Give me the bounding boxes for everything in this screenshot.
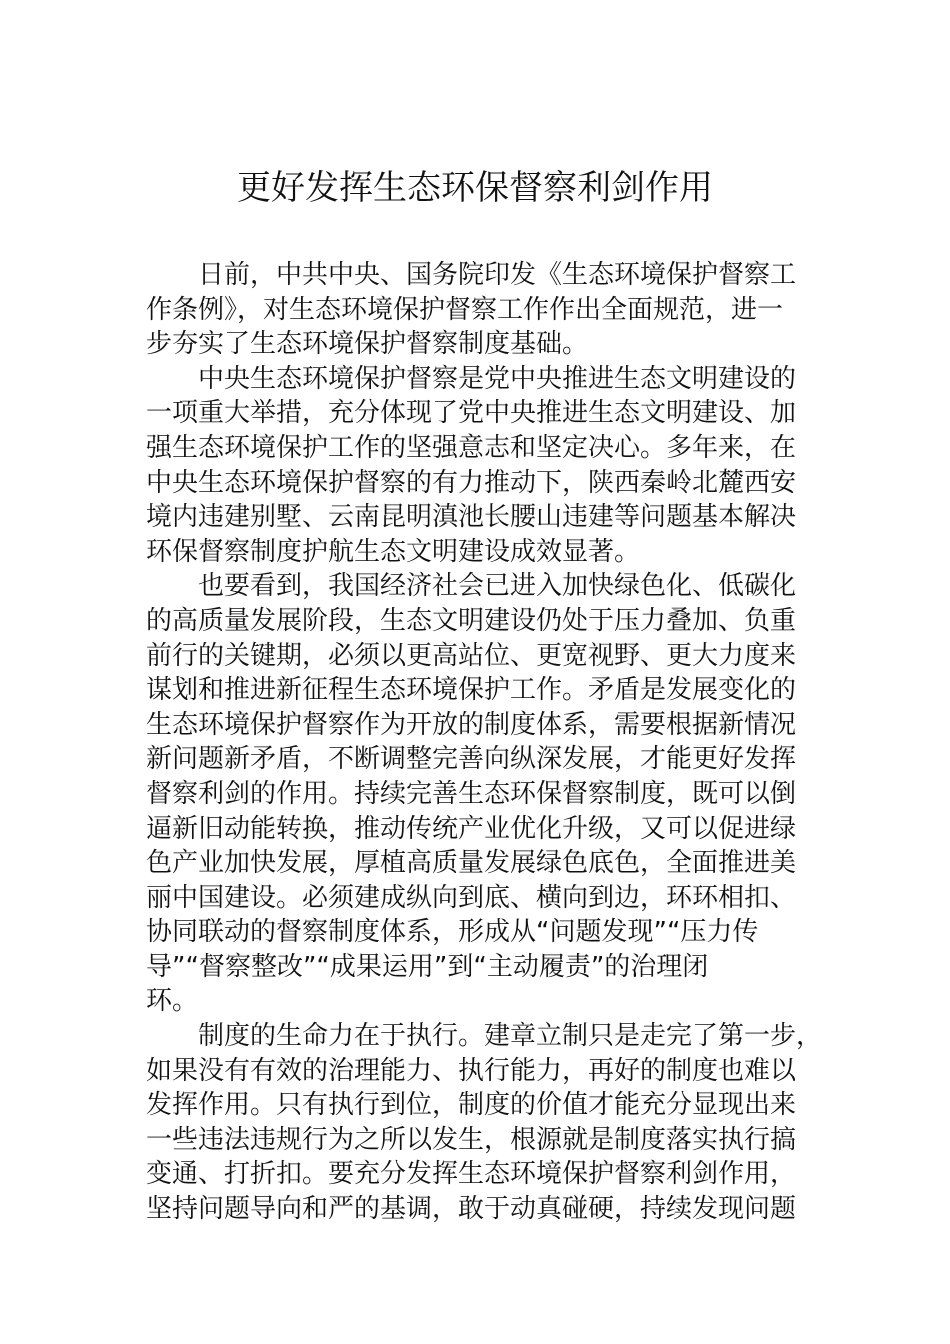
text-line: 逼新旧动能转换，推动传统产业优化升级，又可以促进绿 [146, 813, 797, 844]
text-line: 作条例》，对生态环境保护督察工作作出全面规范，进一 [146, 294, 784, 325]
text-line: 日前，中共中央、国务院印发《生态环境保护督察工 [198, 260, 797, 290]
text-line: 坚持问题导向和严的基调，敢于动真碰硬，持续发现问题 [146, 1194, 797, 1225]
text-line: 的高质量发展阶段，生态文明建设仍处于压力叠加、负重 [146, 605, 797, 636]
paragraph-1 [146, 258, 836, 362]
text-line: 制度的生命力在于执行。建章立制只是走完了第一步， [198, 1021, 823, 1052]
text-line: 一项重大举措，充分体现了党中央推进生态文明建设、加 [146, 398, 797, 429]
text-line: 中央生态环境保护督察的有力推动下，陕西秦岭北麓西安 [146, 467, 797, 498]
text-line: 督察利剑的作用。持续完善生态环保督察制度，既可以倒 [146, 778, 797, 809]
text-line: 丽中国建设。必须建成纵向到底、横向到边，环环相扣、 [146, 882, 797, 913]
text-line: 色产业加快发展，厚植高质量发展绿色底色，全面推进美 [146, 848, 797, 879]
text-line: 前行的关键期，必须以更高站位、更宽视野、更大力度来 [146, 640, 797, 671]
text-line: 也要看到，我国经济社会已进入加快绿色化、低碳化 [198, 571, 797, 602]
text-line: 步夯实了生态环境保护督察制度基础。 [146, 329, 589, 360]
text-line: 导”“督察整改”“成果运用”到“主动履责”的治理闭 [146, 951, 709, 982]
text-line: 如果没有有效的治理能力、执行能力，再好的制度也难以 [146, 1055, 797, 1086]
text-line: 环保督察制度护航生态文明建设成效显著。 [146, 536, 641, 567]
text-line: 发挥作用。只有执行到位，制度的价值才能充分显现出来 [146, 1090, 797, 1121]
text-line: 境内违建别墅、云南昆明滇池长腰山违建等问题基本解决 [146, 502, 797, 533]
text-line: 变通、打折扣。要充分发挥生态环境保护督察利剑作用， [146, 1159, 797, 1190]
text-line: 生态环境保护督察作为开放的制度体系，需要根据新情况 [146, 709, 797, 740]
text-line: 中央生态环境保护督察是党中央推进生态文明建设的 [198, 363, 797, 394]
text-line: 新问题新矛盾，不断调整完善向纵深发展，才能更好发挥 [146, 744, 797, 775]
text-line: 一些违法违规行为之所以发生，根源就是制度落实执行搞 [146, 1124, 797, 1155]
paragraph-2 [146, 362, 836, 570]
document-title: 更好发挥生态环保督察利剑作用 [237, 168, 713, 208]
document-body [146, 258, 836, 1227]
paragraph-3 [146, 569, 836, 1019]
paragraph-4 [146, 1019, 836, 1227]
text-line: 谋划和推进新征程生态环境保护工作。矛盾是发展变化的 [146, 675, 797, 706]
text-line: 环。 [146, 986, 199, 1017]
text-line: 协同联动的督察制度体系，形成从“问题发现”“压力传 [146, 917, 759, 948]
text-line: 强生态环境保护工作的坚强意志和坚定决心。多年来，在 [146, 432, 797, 463]
